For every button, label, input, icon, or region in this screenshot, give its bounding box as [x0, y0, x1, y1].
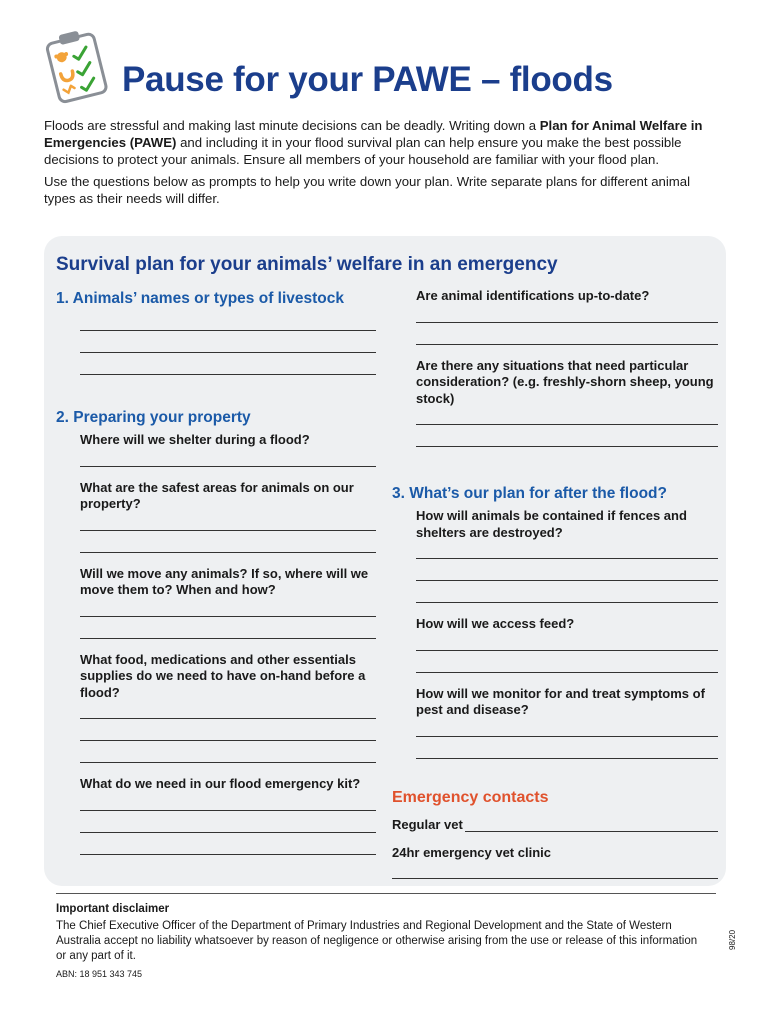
write-line[interactable] — [80, 374, 376, 375]
write-line[interactable] — [416, 650, 718, 651]
write-line[interactable] — [80, 832, 376, 833]
question-essentials: What food, medications and other essentials supplies do we need to have on-hand before a flood? — [80, 651, 366, 700]
question-move-animals: Will we move any animals? If so, where will we move them to? When and how? — [80, 565, 369, 597]
write-line[interactable] — [80, 530, 376, 531]
write-line[interactable] — [80, 638, 376, 639]
write-line[interactable] — [416, 558, 718, 559]
emergency-vet-line[interactable] — [392, 878, 718, 879]
question-pest-disease: How will we monitor for and treat symptoms of pest and disease? — [416, 685, 705, 717]
write-line[interactable] — [80, 552, 376, 553]
write-line[interactable] — [416, 758, 718, 759]
write-line[interactable] — [80, 762, 376, 763]
write-line[interactable] — [416, 672, 718, 673]
write-line[interactable] — [416, 580, 718, 581]
write-line[interactable] — [80, 330, 376, 331]
pawe-emphasis: Plan for Animal Welfare in Emergencies (PAWE) — [44, 118, 703, 150]
write-line[interactable] — [80, 854, 376, 855]
question-safest-areas: What are the safest areas for animals on our property? — [80, 479, 354, 511]
intro-paragraph-1: Floods are stressful and making last minute decisions can be deadly. Writing down a Plan for Animal Welfare in Emergencies (PAWE) and including it in your flood survival plan can help ensure you make the best possible decisions to protect your animals. Ensure all members of your household are familiar with your flood plan. — [44, 118, 703, 167]
write-line[interactable] — [416, 736, 718, 737]
disclaimer — [56, 893, 716, 979]
regular-vet-line[interactable] — [465, 819, 718, 832]
abn-number: ABN: 18 951 343 745 — [56, 969, 143, 979]
document-code: 98/20 — [728, 929, 737, 950]
write-line[interactable] — [80, 616, 376, 617]
right-column — [392, 288, 718, 879]
intro-text — [44, 118, 704, 214]
question-identifications: Are animal identifications up-to-date? — [416, 288, 650, 303]
section-2-heading: 2. Preparing your property — [56, 409, 251, 426]
disclaimer-text: The Chief Executive Officer of the Department of Primary Industries and Regional Development and the State of Western Australia accept no liability whatsoever by reason of negligence or otherwise arising from the use or release of this information or any part of it. — [56, 920, 698, 962]
emergency-vet-label: 24hr emergency vet clinic — [392, 844, 551, 860]
regular-vet-label: Regular vet — [392, 816, 463, 832]
write-line[interactable] — [416, 602, 718, 603]
panel-title: Survival plan for your animals’ welfare in an emergency — [56, 254, 558, 275]
write-line[interactable] — [416, 446, 718, 447]
question-shelter: Where will we shelter during a flood? — [80, 432, 310, 447]
write-line[interactable] — [80, 718, 376, 719]
section-1-heading: 1. Animals’ names or types of livestock — [56, 290, 345, 307]
question-access-feed: How will we access feed? — [416, 616, 575, 631]
left-column — [56, 290, 376, 855]
checklist-clipboard-icon — [40, 26, 112, 104]
write-line[interactable] — [80, 466, 376, 467]
write-line[interactable] — [416, 424, 718, 425]
regular-vet-field[interactable] — [392, 817, 718, 832]
write-line[interactable] — [80, 810, 376, 811]
write-line[interactable] — [80, 740, 376, 741]
question-emergency-kit: What do we need in our flood emergency kit? — [80, 776, 361, 791]
page-title: Pause for your PAWE – floods — [122, 60, 613, 99]
intro-paragraph-2: Use the questions below as prompts to help you write down your plan. Write separate plans for different animal types as their needs will differ. — [44, 174, 691, 207]
question-special-situations: Are there any situations that need particular consideration? (e.g. freshly-shorn sheep, young stock) — [416, 357, 714, 406]
write-line[interactable] — [80, 352, 376, 353]
write-line[interactable] — [416, 344, 718, 345]
emergency-contacts-heading: Emergency contacts — [392, 788, 549, 806]
write-line[interactable] — [416, 322, 718, 323]
section-3-heading: 3. What’s our plan for after the flood? — [392, 485, 667, 502]
disclaimer-heading: Important disclaimer — [56, 903, 170, 915]
question-containment: How will animals be contained if fences and shelters are destroyed? — [416, 508, 687, 540]
